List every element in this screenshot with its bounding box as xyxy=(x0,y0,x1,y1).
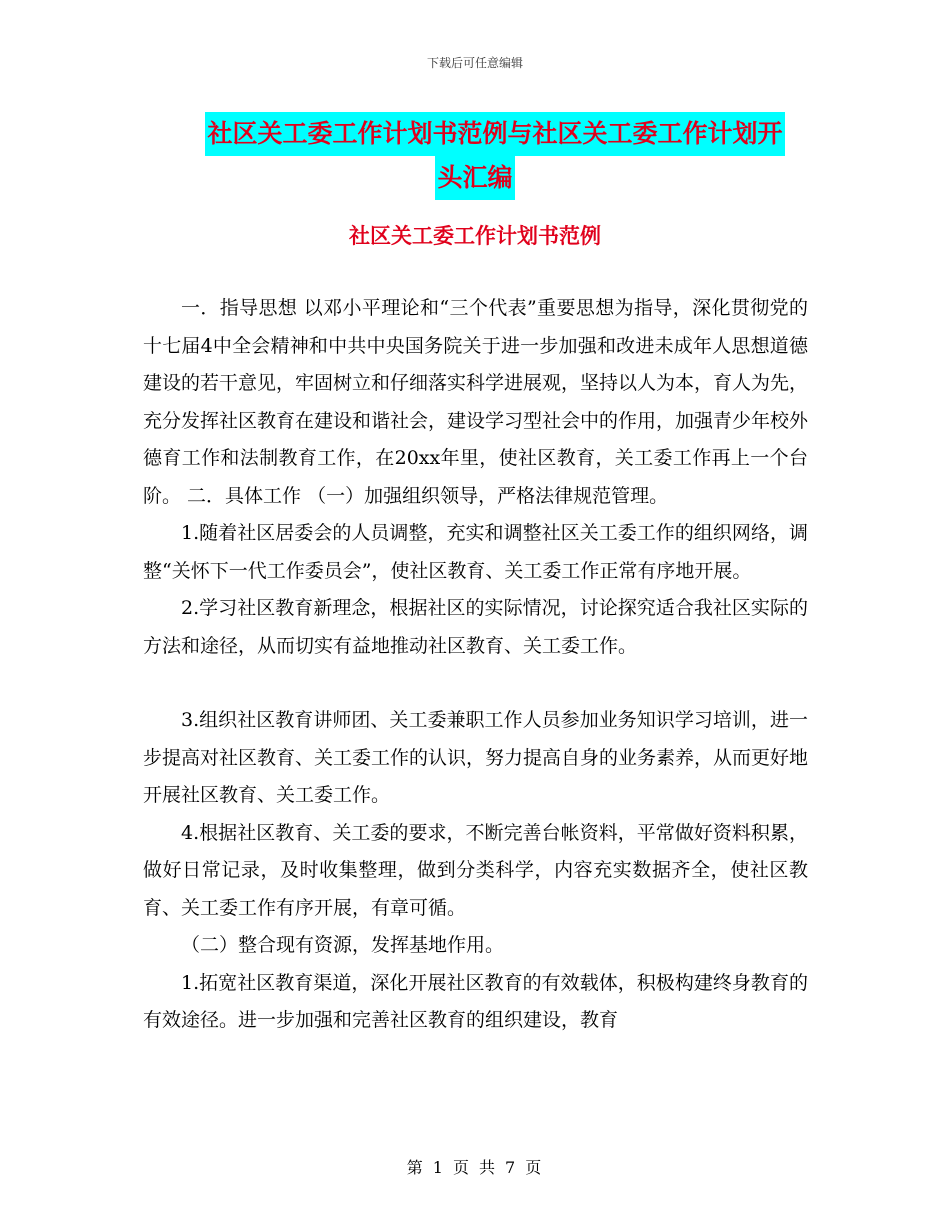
footer-page-unit: 页 xyxy=(452,1158,471,1177)
footer-page-label: 第 xyxy=(406,1158,425,1177)
footer-total-pages: 7 xyxy=(505,1158,518,1177)
section-heading: 社区关工委工作计划书范例 xyxy=(349,224,601,248)
paragraph-2: 1.随着社区居委会的人员调整，充实和调整社区关工委工作的组织网络，调整“关怀下一代工作委员会”，使社区教育、关工委工作正常有序地开展。 xyxy=(143,522,808,582)
page-footer xyxy=(0,1155,950,1178)
footer-total-label: 共 xyxy=(479,1158,498,1177)
title-line-2: 头汇编 xyxy=(435,156,514,200)
footer-total-unit: 页 xyxy=(525,1158,544,1177)
document-title xyxy=(150,112,800,200)
paragraph-6: （二）整合现有资源，发挥基地作用。 xyxy=(181,934,505,956)
paragraph-4: 3.组织社区教育讲师团、关工委兼职工作人员参加业务知识学习培训，进一步提高对社区教育、关工委工作的认识，努力提高自身的业务素养，从而更好地开展社区教育、关工委工作。 xyxy=(143,709,809,806)
footer-page-number: 1 xyxy=(432,1158,445,1177)
paragraph-5: 4.根据社区教育、关工委的要求，不断完善台帐资料，平常做好资料积累，做好日常记录，及时收集整理，做到分类科学，内容充实数据齐全，使社区教育、关工委工作有序开展，有章可循。 xyxy=(143,821,808,919)
body-text xyxy=(143,290,808,1040)
paragraph-1: 一．指导思想 以邓小平理论和“三个代表”重要思想为指导，深化贯彻党的十七届4中全会精神和中共中央国务院关于进一步加强和改进未成年人思想道德建设的若干意见，牢固树立和仔细落实科学进展观，坚持以人为本，育人为先，充分发挥社区教育在建设和谐社会，建设学习型社会中的作用，加强青少年校外德育工作和法制教育工作，在20xx年里，使社区教育，关工委工作再上一个台阶。 二．具体工作 （一）加强组织领导，严格法律规范管理。 xyxy=(143,297,809,507)
paragraph-7: 1.拓宽社区教育渠道，深化开展社区教育的有效载体，积极构建终身教育的有效途径。进一步加强和完善社区教育的组织建设，教育 xyxy=(143,971,808,1031)
paragraph-3: 2.学习社区教育新理念，根据社区的实际情况，讨论探究适合我社区实际的方法和途径，从而切实有益地推动社区教育、关工委工作。 xyxy=(143,597,808,657)
title-line-1: 社区关工委工作计划书范例与社区关工委工作计划开 xyxy=(205,112,784,156)
header-note: 下载后可任意编辑 xyxy=(426,56,523,70)
